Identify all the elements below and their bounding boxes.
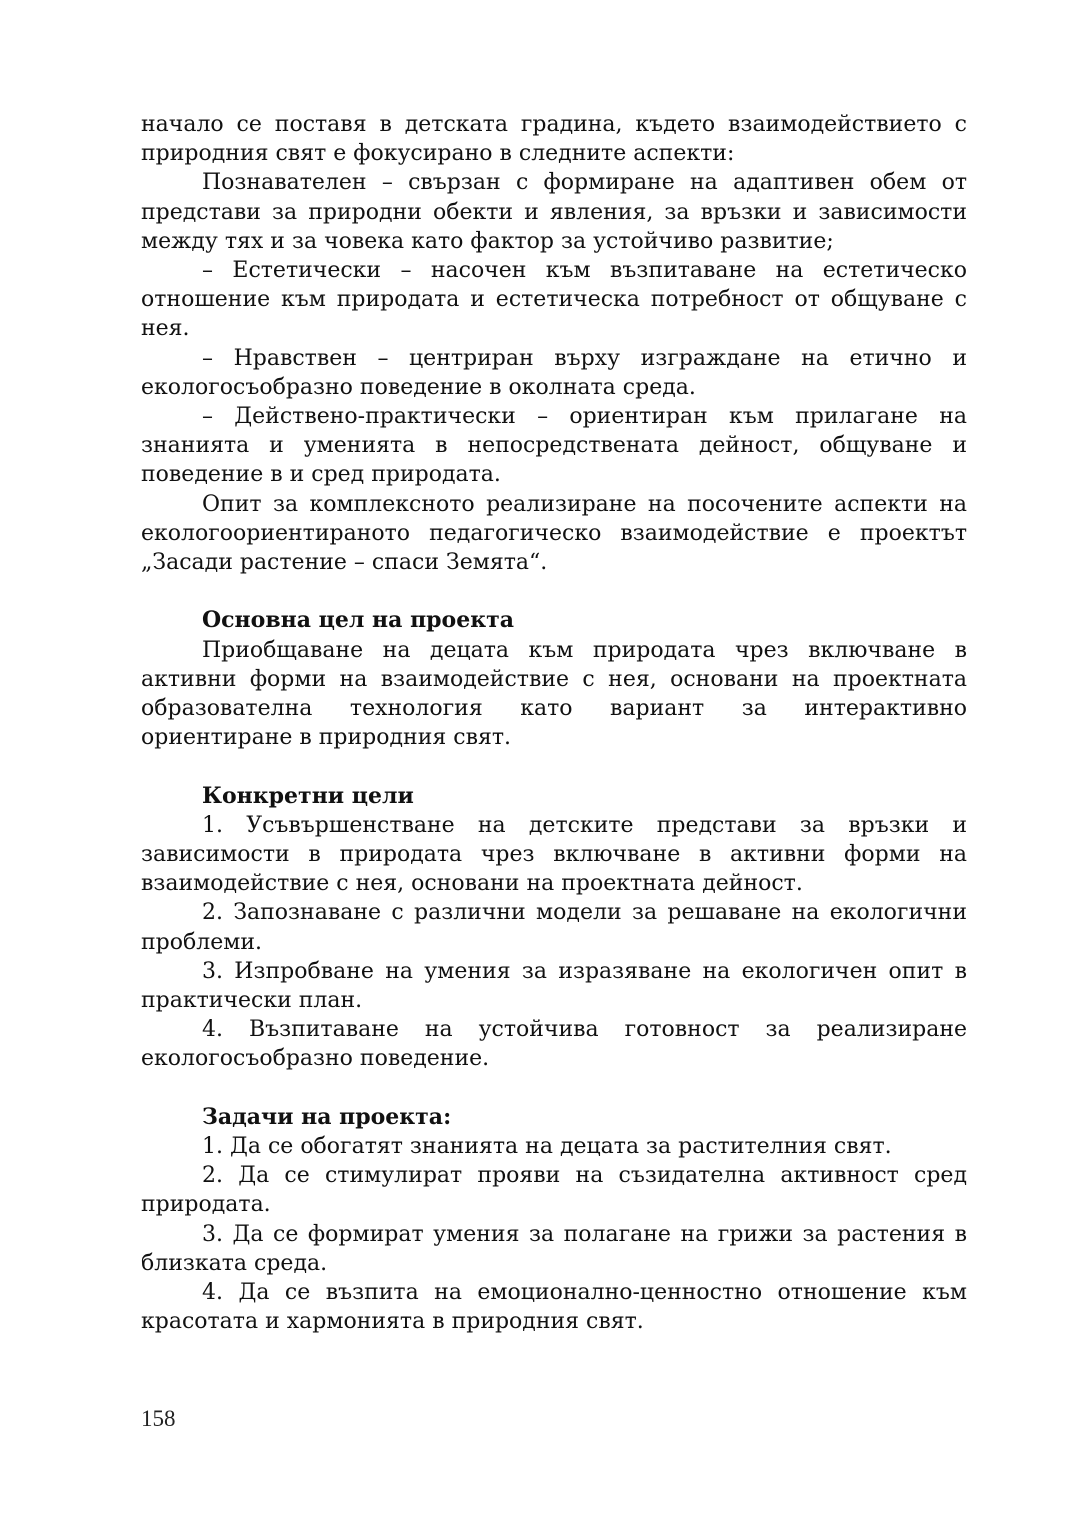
paragraph-moral-aspect: – Нравствен – центриран върху изграждане на етично и екологосъобразно поведение в околната среда.	[141, 345, 967, 400]
main-goal-heading: Основна цел на проекта	[202, 607, 515, 634]
paragraph-cognitive-aspect: Познавателен – свързан с формиране на адаптивен обем от представи за природни обекти и явления, за връзки и зависимости между тях и за човека като фактор за устойчиво развитие;	[141, 170, 967, 254]
page-number: 158	[141, 1406, 176, 1431]
specific-goal-item: 3. Изпробване на умения за изразяване на екологичен опит в практически план.	[141, 958, 967, 1014]
main-goal-text: Приобщаване на децата към природата чрез включване в активни форми на взаимодействие с нея, основани на проектната образователна технология като вариант за интерактивно ориентиране в природния свят.	[141, 637, 967, 751]
spacer	[141, 752, 967, 781]
task-item: 4. Да се възпита на емоционално-ценностно отношение към красотата и хармонията в природния свят.	[141, 1280, 967, 1335]
tasks-heading: Задачи на проекта:	[202, 1103, 452, 1130]
specific-goal-item: 1. Усъвършенстване на детските представи за връзки и зависимости в природата чрез включване в активни форми на взаимодействие с нея, основани на проектната дейност.	[141, 812, 967, 897]
spacer	[141, 577, 967, 606]
paragraph-aesthetic-aspect: – Естетически – насочен към възпитаване на естетическо отношение към природата и естетическа потребност от общуване с нея.	[141, 258, 967, 342]
specific-goals-heading: Конкретни цели	[202, 782, 414, 809]
specific-goal-item: 4. Възпитаване на устойчива готовност за реализиране екологосъобразно поведение.	[141, 1017, 967, 1072]
task-item: 1. Да се обогатят знанията на децата за растителния свят.	[202, 1134, 892, 1160]
page-body	[141, 110, 967, 1336]
spacer	[141, 1074, 967, 1103]
paragraph-project-intro: Опит за комплексното реализиране на посочените аспекти на екологоориентираното педагогическо взаимодействие е проектът „Засади растение – спаси Земята“.	[141, 491, 967, 576]
task-item: 2. Да се стимулират прояви на съзидателна активност сред природата.	[141, 1163, 967, 1218]
paragraph-practical-aspect: – Действено-практически – ориентиран към прилагане на знанията и уменията в непосредствената дейност, общуване и поведение в и сред природата.	[141, 404, 967, 488]
specific-goal-item: 2. Запознаване с различни модели за решаване на екологични проблеми.	[141, 900, 967, 955]
task-item: 3. Да се формират умения за полагане на грижи за растения в близката среда.	[141, 1221, 967, 1276]
paragraph-intro: начало се поставя в детската градина, където взаимодействието с природния свят е фокусирано в следните аспекти:	[141, 112, 967, 167]
